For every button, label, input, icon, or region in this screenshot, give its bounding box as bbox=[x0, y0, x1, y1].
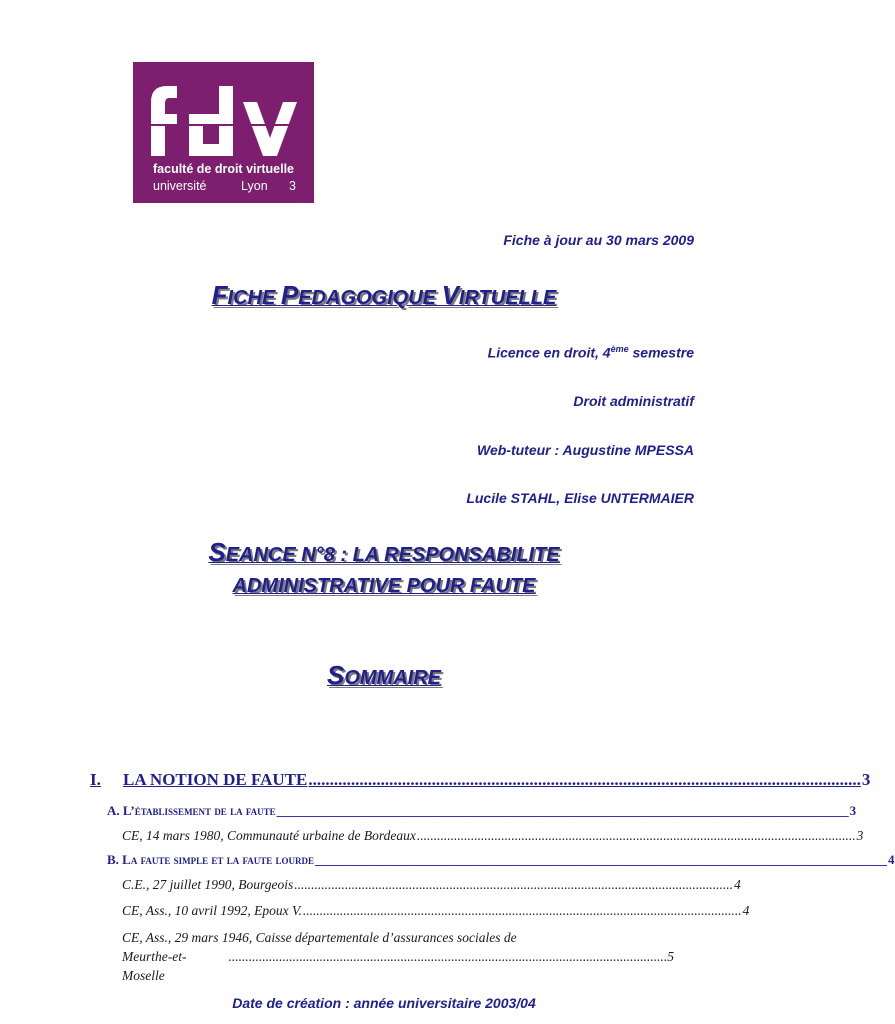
toc-case-b3-line2: Meurthe-et-Moselle bbox=[122, 949, 187, 983]
toc-case-b2[interactable]: CE, Ass., 10 avril 1992, Epoux V. .................................................................................................................................. 4 bbox=[122, 903, 750, 918]
seance-title-line2: ADMINISTRATIVE POUR FAUTE bbox=[232, 575, 536, 597]
web-tutor: Web-tuteur : Augustine MPESSA bbox=[477, 442, 694, 458]
toc-case-b1[interactable]: C.E., 27 juillet 1990, Bourgeois .................................................................................................................................. 4 bbox=[122, 877, 741, 892]
toc-section-b[interactable]: B. L a faute simple et la faute lourde ________________________________________________________________________________________ 4 bbox=[107, 852, 895, 867]
logo-line2-left: université bbox=[153, 179, 207, 193]
subject: Droit administratif bbox=[573, 393, 694, 409]
licence-line: Licence en droit, 4ème semestre bbox=[487, 344, 694, 361]
toc-section-a[interactable]: A. L’ établissement de la faute ________________________________________________________________________________________ 3 bbox=[107, 803, 857, 818]
creation-date: Date de création : année universitaire 2003/04 bbox=[232, 995, 536, 1011]
toc-case-a1[interactable]: CE, 14 mars 1980, Communauté urbaine de Bordeaux .................................................................................................................................. 3 bbox=[122, 828, 864, 843]
logo-line1: faculté de droit virtuelle bbox=[153, 162, 295, 176]
fdv-logo-graphic bbox=[133, 62, 314, 203]
authors: Lucile STAHL, Elise UNTERMAIER bbox=[466, 490, 694, 506]
toc-case-b3[interactable]: CE, Ass., 29 mars 1946, Caisse départementale d’assurances sociales de Meurthe-et-Moselle .................................................................................................................................. 5 bbox=[122, 930, 674, 983]
toc-case-b3-page: 5 bbox=[667, 949, 674, 964]
toc-part-1[interactable]: I. LA NOTION DE FAUTE .................................................................................................................................. 3 bbox=[90, 770, 871, 789]
logo-line2-mid: Lyon bbox=[241, 179, 268, 193]
sommaire-heading: SOMMAIRE bbox=[326, 660, 441, 690]
seance-title-line1: SEANCE N°8 : LA RESPONSABILITE bbox=[208, 537, 560, 567]
update-date: Fiche à jour au 30 mars 2009 bbox=[503, 232, 694, 248]
main-title: FICHE PEDAGOGIQUE VIRTUELLE bbox=[211, 280, 557, 310]
logo-line2-right: 3 bbox=[289, 179, 296, 193]
fdv-logo bbox=[133, 62, 314, 203]
toc-case-b3-line1: CE, Ass., 29 mars 1946, Caisse départementale d’assurances sociales de bbox=[122, 930, 517, 945]
